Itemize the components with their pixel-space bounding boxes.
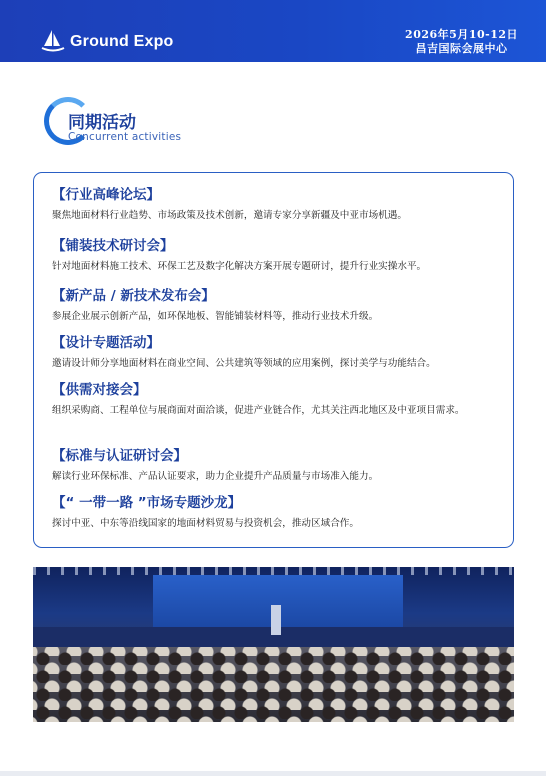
activity-description: 解读行业环保标准、产品认证要求，助力企业提升产品质量与市场准入能力。: [52, 471, 379, 482]
activity-description: 邀请设计师分享地面材料在商业空间、公共建筑等领域的应用案例，探讨美学与功能结合。: [52, 358, 436, 369]
activity-item: [52, 237, 502, 275]
audience-crowd: [33, 647, 514, 722]
activity-item: [52, 186, 502, 224]
activity-description: 聚焦地面材料行业趋势、市场政策及技术创新，邀请专家分享新疆及中亚市场机遇。: [52, 210, 407, 221]
activity-title: 【供需对接会】: [52, 382, 147, 398]
activity-description: 针对地面材料施工技术、环保工艺及数字化解决方案开展专题研讨，提升行业实操水平。: [52, 261, 427, 272]
activity-title: 【新产品 / 新技术发布会】: [52, 288, 215, 304]
section-title: 同期活动: [68, 113, 136, 133]
activity-item: [52, 334, 502, 372]
activity-item: [52, 494, 502, 532]
brand-name[interactable]: Ground Expo: [70, 33, 174, 50]
activity-title: 【铺装技术研讨会】: [52, 238, 174, 254]
activity-description: 参展企业展示创新产品，如环保地板、智能铺装材料等，推动行业技术升级。: [52, 311, 379, 322]
activity-title: 【行业高峰论坛】: [52, 187, 160, 203]
event-date: 2026年5月10-12日: [405, 28, 518, 41]
activity-item: [52, 381, 502, 419]
footer-divider: [0, 771, 546, 776]
speaker-podium: [271, 605, 281, 635]
event-info: [405, 28, 518, 56]
activity-title: 【“ 一带一路 ”市场专题沙龙】: [52, 495, 242, 511]
event-venue: 昌吉国际会展中心: [415, 42, 508, 55]
activity-description: 探讨中亚、中东等沿线国家的地面材料贸易与投资机会，推动区域合作。: [52, 518, 359, 529]
section-subtitle: Concurrent activities: [68, 131, 182, 143]
activity-item: [52, 447, 502, 485]
activity-title: 【标准与认证研讨会】: [52, 448, 187, 464]
activity-item: [52, 287, 502, 325]
stage-lights: [33, 567, 514, 575]
conference-photo: [33, 567, 514, 722]
activity-title: 【设计专题活动】: [52, 335, 160, 351]
sail-logo-icon: [40, 28, 66, 54]
header-banner: [0, 0, 546, 62]
activity-description: 组织采购商、工程单位与展商面对面洽谈，促进产业链合作，尤其关注西北地区及中亚项目需求。: [52, 405, 465, 416]
